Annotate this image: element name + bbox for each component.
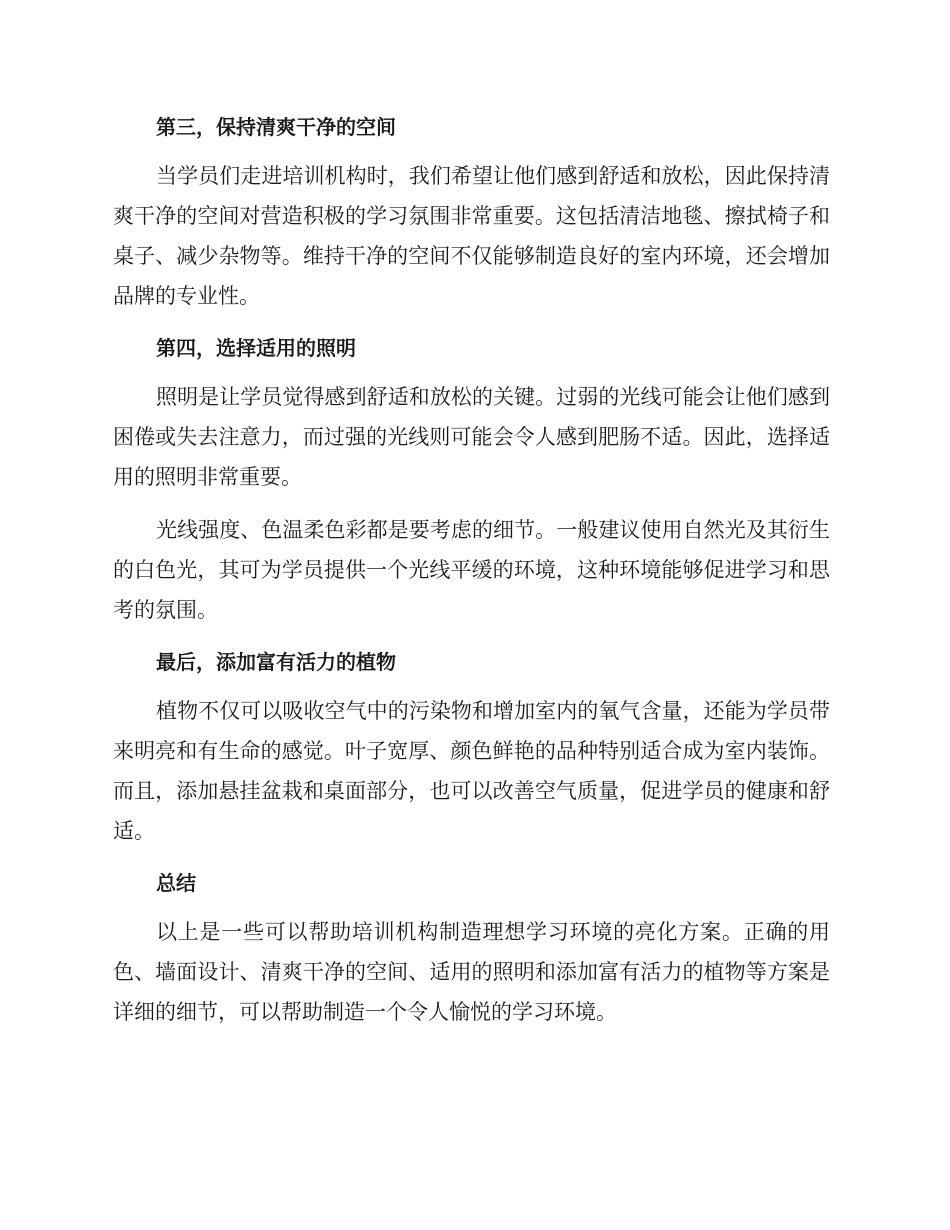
section-paragraph: 照明是让学员觉得感到舒适和放松的关键。过弱的光线可能会让他们感到困倦或失去注意力，而过强的光线则可能会令人感到肥肠不适。因此，选择适用的照明非常重要。: [113, 385, 830, 489]
section-paragraph: 以上是一些可以帮助培训机构制造理想学习环境的亮化方案。正确的用色、墙面设计、清爽干净的空间、适用的照明和添加富有活力的植物等方案是详细的细节，可以帮助制造一个令人愉悦的学习环境。: [113, 920, 830, 1024]
section-paragraph: 当学员们走进培训机构时，我们希望让他们感到舒适和放松，因此保持清爽干净的空间对营造积极的学习氛围非常重要。这包括清洁地毯、擦拭椅子和桌子、减少杂物等。维持干净的空间不仅能够制造良好的室内环境，还会增加品牌的专业性。: [113, 164, 830, 308]
section-paragraph: 光线强度、色温柔色彩都是要考虑的细节。一般建议使用自然光及其衍生的白色光，其可为学员提供一个光线平缓的环境，这种环境能够促进学习和思考的氛围。: [113, 518, 830, 622]
document-page: [113, 108, 830, 1045]
section-heading: 第三，保持清爽干净的空间: [156, 115, 396, 139]
section-plants: [113, 643, 830, 851]
section-paragraph: 植物不仅可以吸收空气中的污染物和增加室内的氧气含量，还能为学员带来明亮和有生命的感觉。叶子宽厚、颜色鲜艳的品种特别适合成为室内装饰。而且，添加悬挂盆栽和桌面部分，也可以改善空气质量，促进学员的健康和舒适。: [113, 699, 830, 843]
section-heading: 最后，添加富有活力的植物: [156, 650, 396, 674]
section-lighting: [113, 329, 830, 630]
section-summary: [113, 864, 830, 1032]
section-clean-space: [113, 108, 830, 316]
section-heading: 总结: [156, 871, 196, 895]
section-heading: 第四，选择适用的照明: [156, 336, 356, 360]
